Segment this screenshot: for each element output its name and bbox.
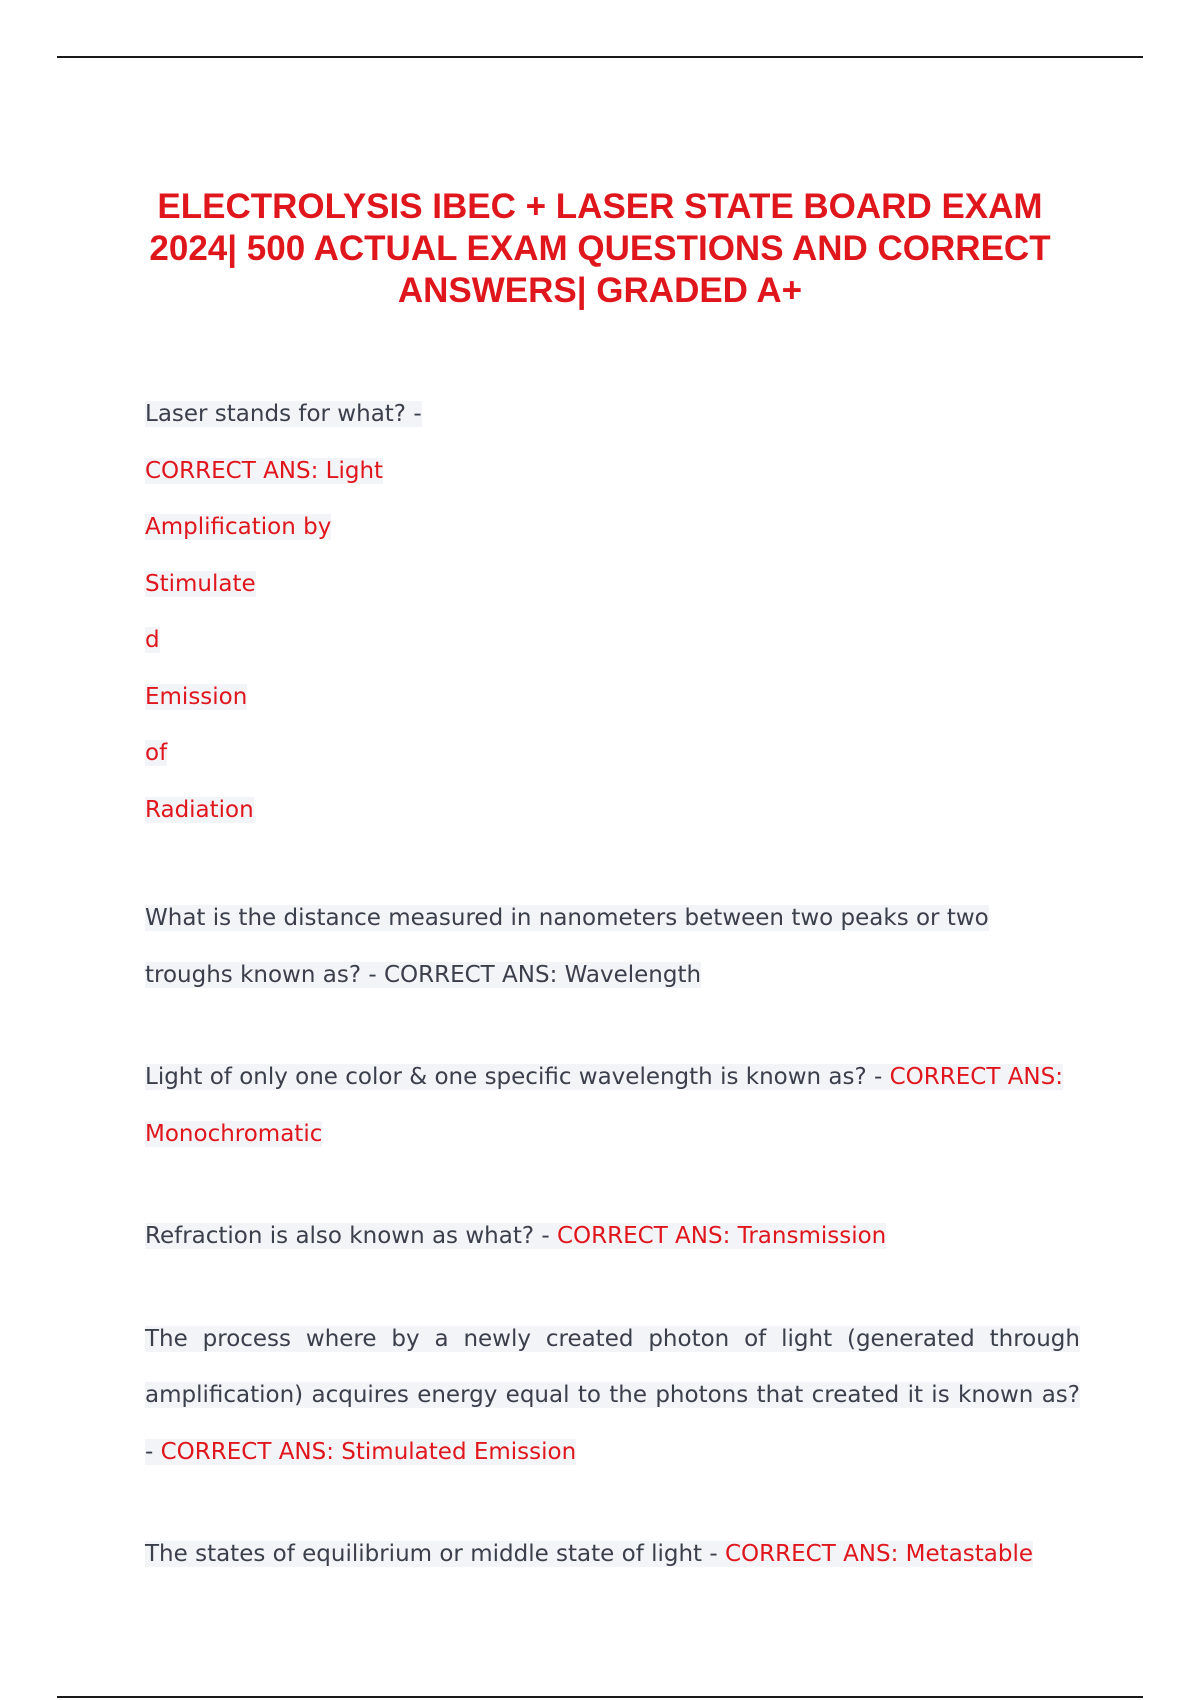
qa-item-laser: [145, 392, 1080, 844]
qa-item-refraction: [145, 1208, 1080, 1265]
question-text: Laser stands for what? -: [145, 401, 422, 427]
answer-line: d: [145, 627, 160, 653]
answer-line: Emission: [145, 683, 248, 710]
answer-line: Stimulate: [145, 570, 256, 597]
qa-item-monochromatic: [145, 1049, 1080, 1162]
qa-item-wavelength: [145, 890, 1045, 1003]
question-text: Light of only one color & one specific wavelength is known as? -: [145, 1064, 890, 1090]
answer-text: CORRECT ANS: Stimulated Emission: [160, 1438, 577, 1465]
question-text: Refraction is also known as what? -: [145, 1223, 557, 1249]
question-text: What is the distance measured in nanometers between two peaks or two troughs known as? - CORRECT ANS: Wavelength: [145, 905, 989, 988]
answer-text: CORRECT ANS: Transmission: [556, 1223, 887, 1249]
answer-text: CORRECT ANS: Monochromatic: [145, 1064, 1063, 1147]
document-title: ELECTROLYSIS IBEC + LASER STATE BOARD EXAM 2024| 500 ACTUAL EXAM QUESTIONS AND CORRECT ANSWERS| GRADED A+: [149, 187, 1051, 310]
answer-line: CORRECT ANS: Light: [145, 457, 384, 484]
answer-line: of: [145, 740, 168, 766]
header-rule: [57, 56, 1143, 58]
question-text: The process where by a newly created photon of light (generated through amplification) acquires energy equal to the photons that created it is known as? -: [145, 1325, 1080, 1465]
answer-text: CORRECT ANS: Metastable: [725, 1541, 1034, 1567]
footer-rule: [57, 1696, 1143, 1698]
answer-line: Amplification by: [145, 514, 332, 540]
qa-item-metastable: [145, 1526, 1080, 1583]
qa-item-stimulated-emission: [145, 1311, 1080, 1481]
question-text: The states of equilibrium or middle state of light -: [145, 1541, 725, 1567]
qa-content: [145, 392, 1080, 1583]
answer-line: Radiation: [145, 796, 254, 823]
